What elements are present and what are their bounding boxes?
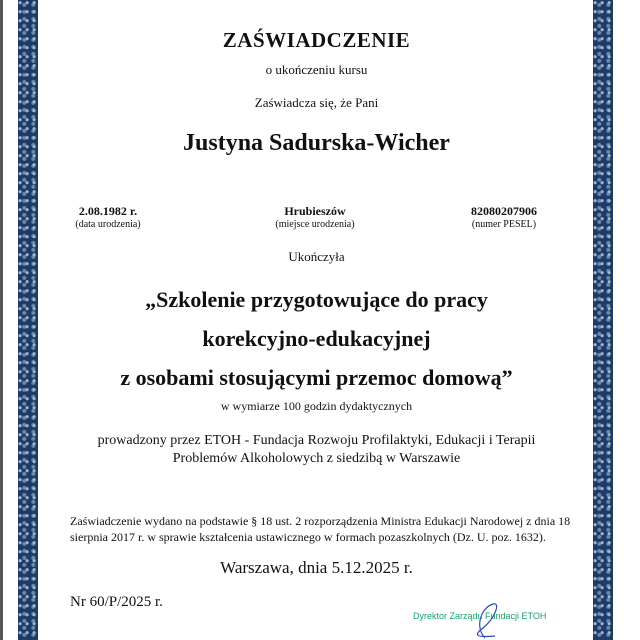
organizer-line: prowadzony przez ETOH - Fundacja Rozwoju Profilaktyki, Edukacji i Terapii: [97, 433, 536, 448]
decorative-border-right: [593, 0, 613, 640]
birth-place-field: [245, 204, 385, 230]
page-edge: [0, 0, 3, 640]
birth-date-field: [38, 204, 178, 230]
completed-text: Ukończyła: [288, 249, 345, 264]
birth-place-value: Hrubieszów: [284, 204, 346, 218]
course-title: [40, 280, 593, 397]
place-date: Warszawa, dnia 5.12.2025 r.: [220, 558, 413, 577]
birth-date-label: (data urodzenia): [75, 219, 141, 230]
certificate-title: ZAŚWIADCZENIE: [222, 28, 411, 52]
organizer-line: Problemów Alkoholowych z siedzibą w Warszawie: [172, 451, 461, 466]
signature-stamp: Dyrektor Zarządu Fundacji ETOH: [413, 611, 547, 621]
birth-date-value: 2.08.1982 r.: [78, 204, 138, 218]
pesel-value: 82080207906: [471, 204, 537, 218]
pesel-label: (numer PESEL): [471, 219, 537, 230]
pesel-field: [434, 204, 574, 230]
organizer: [40, 432, 593, 468]
decorative-border-left: [18, 0, 38, 640]
birth-place-label: (miejsce urodzenia): [275, 219, 355, 230]
certificate-subtitle: o ukończeniu kursu: [265, 62, 368, 77]
recipient-name: Justyna Sadurska-Wicher: [183, 130, 450, 156]
course-title-line: z osobami stosującymi przemoc domową”: [120, 365, 513, 390]
certificate-number: Nr 60/P/2025 r.: [70, 594, 163, 610]
intro-text: Zaświadcza się, że Pani: [254, 95, 379, 110]
course-hours: w wymiarze 100 godzin dydaktycznych: [220, 399, 413, 413]
course-title-line: korekcyjno-edukacyjnej: [202, 326, 431, 351]
course-title-line: „Szkolenie przygotowujące do pracy: [145, 287, 488, 312]
legal-basis: Zaświadczenie wydano na podstawie § 18 ust. 2 rozporządzenia Ministra Edukacji Narodowej z dnia 18 sierpnia 2017 r. w sprawie kształcenia ustawicznego w formach pozaszkolnych (Dz. U. poz. 1632).: [70, 514, 571, 544]
